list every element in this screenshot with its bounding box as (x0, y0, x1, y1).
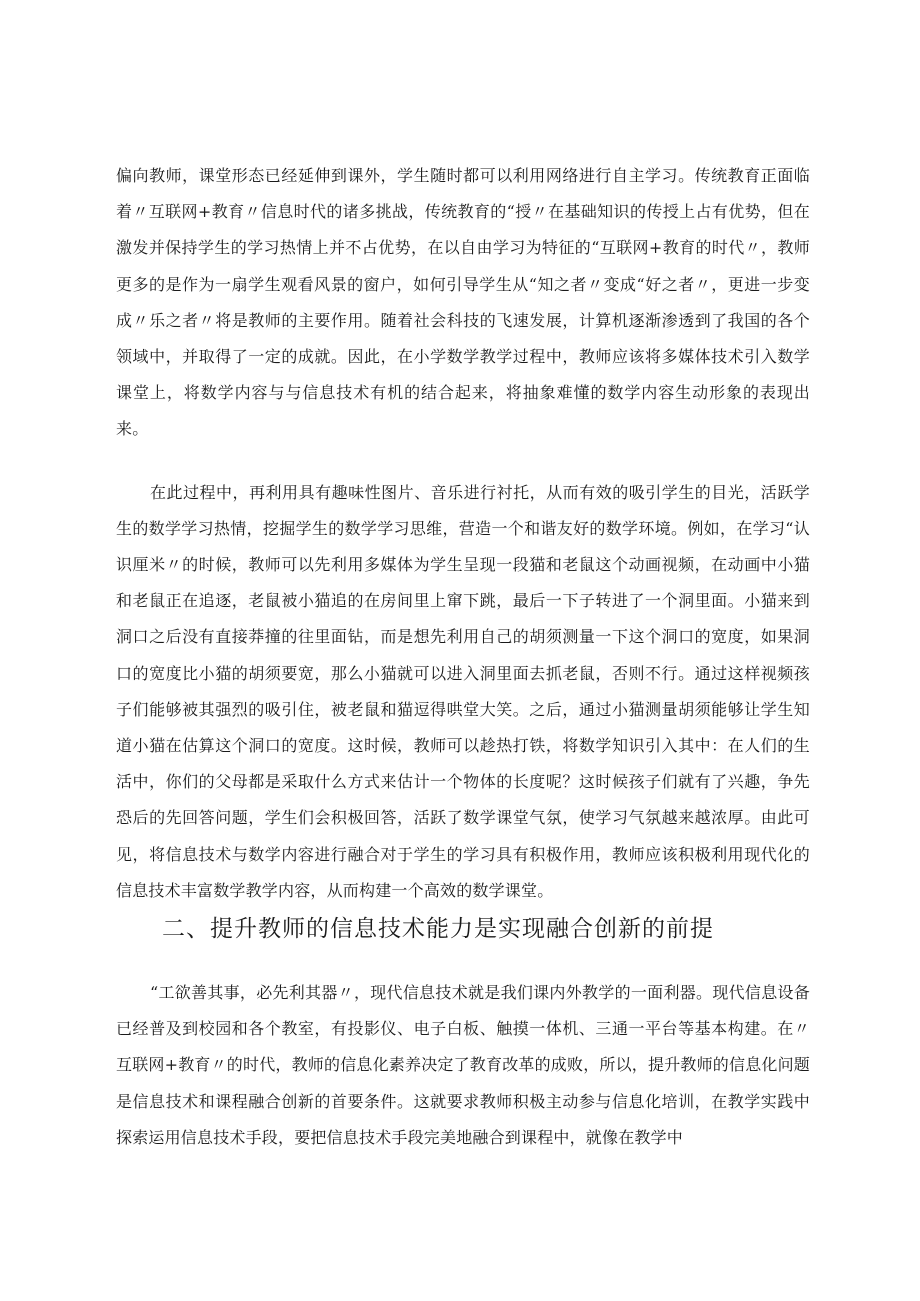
paragraph-1: 偏向教师，课堂形态已经延伸到课外，学生随时都可以利用网络进行自主学习。传统教育正面临着〃互联网+教育〃信息时代的诸多挑战，传统教育的“授〃在基础知识的传授上占有优势，但在激发并保持学生的学习热情上并不占优势，在以自由学习为特征的“互联网+教育的时代〃，教师更多的是作为一扇学生观看风景的窗户，如何引导学生从“知之者〃变成“好之者〃，更进一步变成〃乐之者〃将是教师的主要作用。随着社会科技的飞速发展，计算机逐渐渗透到了我国的各个领域中，并取得了一定的成就。因此，在小学数学教学过程中，教师应该将多媒体技术引入数学课堂上，将数学内容与与信息技术有机的结合起来，将抽象难懂的数学内容生动形象的表现出来。 (116, 166, 810, 439)
document-page (116, 158, 810, 1156)
section-heading: 二、提升教师的信息技术能力是实现融合创新的前提 (162, 916, 714, 943)
paragraph-2: 在此过程中，再利用具有趣味性图片、音乐进行衬托，从而有效的吸引学生的目光，活跃学生的数学学习热情，挖掘学生的数学学习思维，营造一个和谐友好的数学环境。例如，在学习“认识厘米〃的时候，教师可以先利用多媒体为学生呈现一段猫和老鼠这个动画视频，在动画中小猫和老鼠正在追逐，老鼠被小猫追的在房间里上窜下跳，最后一下子转进了一个洞里面。小猫来到洞口之后没有直接莽撞的往里面钻，而是想先利用自己的胡须测量一下这个洞口的宽度，如果洞口的宽度比小猫的胡须要宽，那么小猫就可以进入洞里面去抓老鼠，否则不行。通过这样视频孩子们能够被其强烈的吸引住，被老鼠和猫逗得哄堂大笑。之后，通过小猫测量胡须能够让学生知道小猫在估算这个洞口的宽度。这时候，教师可以趁热打铁，将数学知识引入其中：在人们的生活中，你们的父母都是采取什么方式来估计一个物体的长度呢？这时候孩子们就有了兴趣，争先恐后的先回答问题，学生们会积极回答，活跃了数学课堂气氛，使学习气氛越来越浓厚。由此可见，将信息技术与数学内容进行融合对于学生的学习具有积极作用，教师应该积极利用现代化的信息技术丰富数学教学内容，从而构建一个高效的数学课堂。 (116, 482, 810, 900)
paragraph-3: “工欲善其事，必先利其器〃，现代信息技术就是我们课内外教学的一面利器。现代信息设备已经普及到校园和各个教室，有投影仪、电子白板、触摸一体机、三通一平台等基本构建。在〃互联网+教育〃的时代，教师的信息化素养决定了教育改革的成败，所以，提升教师的信息化问题是信息技术和课程融合创新的首要条件。这就要求教师积极主动参与信息化培训，在教学实践中探索运用信息技术手段，要把信息技术手段完美地融合到课程中，就像在教学中 (116, 983, 811, 1147)
